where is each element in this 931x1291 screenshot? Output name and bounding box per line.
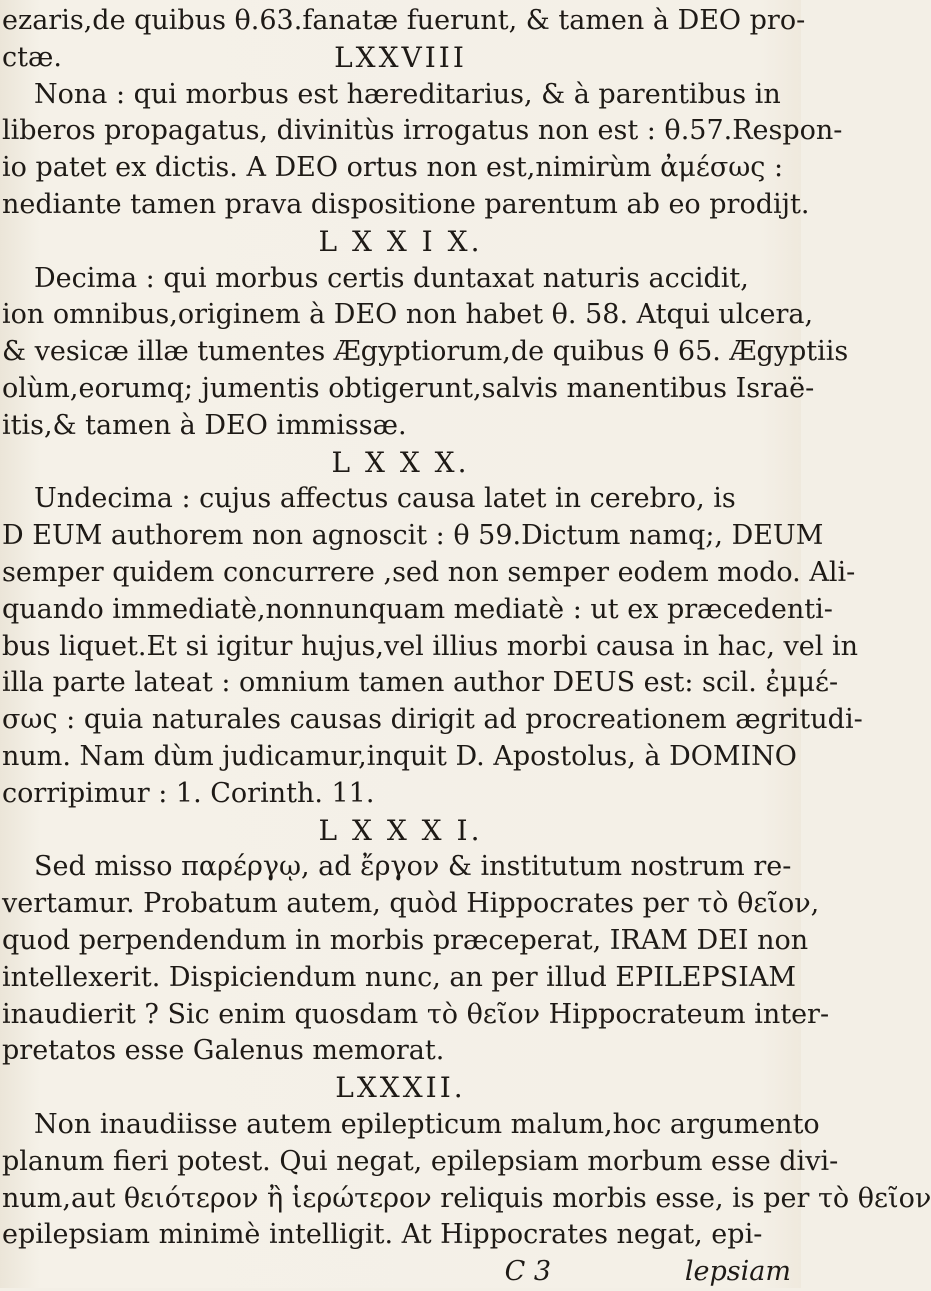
section-number: L X X X. (331, 445, 470, 479)
text-line: bus liquet.Et si igitur hujus,vel illius morbi causa in hac, vel in (2, 630, 859, 662)
text-line: io patet ex dictis. A DEO ortus non est,nimirùm ἀμέσως : (2, 152, 784, 184)
text-line: Non inaudiisse autem epilepticum malum,hoc argumento (34, 1109, 820, 1140)
text-line: D EUM authorem non agnoscit : θ 59.Dictum namq;, DEUM (2, 520, 824, 552)
text-line: num. Nam dùm judicamur,inquit D. Apostolus, à DOMINO (2, 741, 797, 772)
text-line: num,aut θειότερον ἢ ἱερώτερον reliquis morbis esse, is per τὸ θεῖον (2, 1182, 931, 1214)
text-line: itis,& tamen à DEO immissæ. (2, 409, 407, 441)
section-number: LXXVIII (334, 40, 467, 74)
text-line: Sed misso παρέργῳ, ad ἔργον & institutum nostrum re- (34, 851, 792, 883)
text-line: liberos propagatus, divinitùs irrogatus non est : θ.57.Respon- (2, 115, 843, 147)
text-line: σως : quia naturales causas dirigit ad procreationem ægritudi- (2, 704, 863, 736)
text-line: semper quidem concurrere ,sed non semper eodem modo. Ali- (2, 557, 856, 588)
section-number: LXXXII. (335, 1071, 466, 1105)
text-line: ezaris,de quibus θ.63.fanatæ fuerunt, & tamen à DEO pro- (2, 5, 806, 36)
text-line: & vesicæ illæ tumentes Ægyptiorum,de quibus θ 65. Ægyptiis (2, 336, 849, 368)
text-line: quod perpendendum in morbis præceperat, IRAM DEI non (2, 925, 809, 956)
text-line: ion omnibus,originem à DEO non habet θ. 58. Atqui ulcera, (2, 299, 814, 331)
text-line: intellexerit. Dispiciendum nunc, an per illud EPILEPSIAM (2, 961, 796, 993)
catchword: lepsiam (684, 1256, 791, 1288)
text-line: ctæ. (2, 41, 62, 73)
text-line: Nona : qui morbus est hæreditarius, & à parentibus in (34, 78, 781, 110)
text-line: pretatos esse Galenus memorat. (2, 1035, 445, 1067)
text-line: epilepsiam minimè intelligit. At Hippocrates negat, epi- (2, 1219, 763, 1251)
text-line: olùm,eorumq; jumentis obtigerunt,salvis manentibus Israë- (2, 373, 815, 404)
text-line: quando immediatè,nonnunquam mediatè : ut ex præcedenti- (2, 593, 833, 625)
text-line: illa parte lateat : omnium tamen author DEUS est: scil. ἐμμέ- (2, 667, 839, 699)
text-line: inaudierit ? Sic enim quosdam τὸ θεῖον Hippocrateum inter- (2, 998, 830, 1030)
text-line: nediante tamen prava dispositione parentum ab eo prodijt. (2, 189, 810, 220)
text-line: corripimur : 1. Corinth. 11. (2, 777, 375, 809)
text-line: planum fieri potest. Qui negat, epilepsiam morbum esse divi- (2, 1145, 839, 1177)
section-number: L X X X I. (318, 813, 483, 847)
text-line: Decima : qui morbus certis duntaxat naturis accidit, (34, 262, 749, 294)
page-signature: C 3 (504, 1256, 551, 1288)
section-number: L X X I X. (318, 224, 483, 258)
text-line: vertamur. Probatum autem, quòd Hippocrates per τὸ θεῖον, (2, 888, 820, 920)
text-line: Undecima : cujus affectus causa latet in cerebro, is (34, 483, 736, 515)
